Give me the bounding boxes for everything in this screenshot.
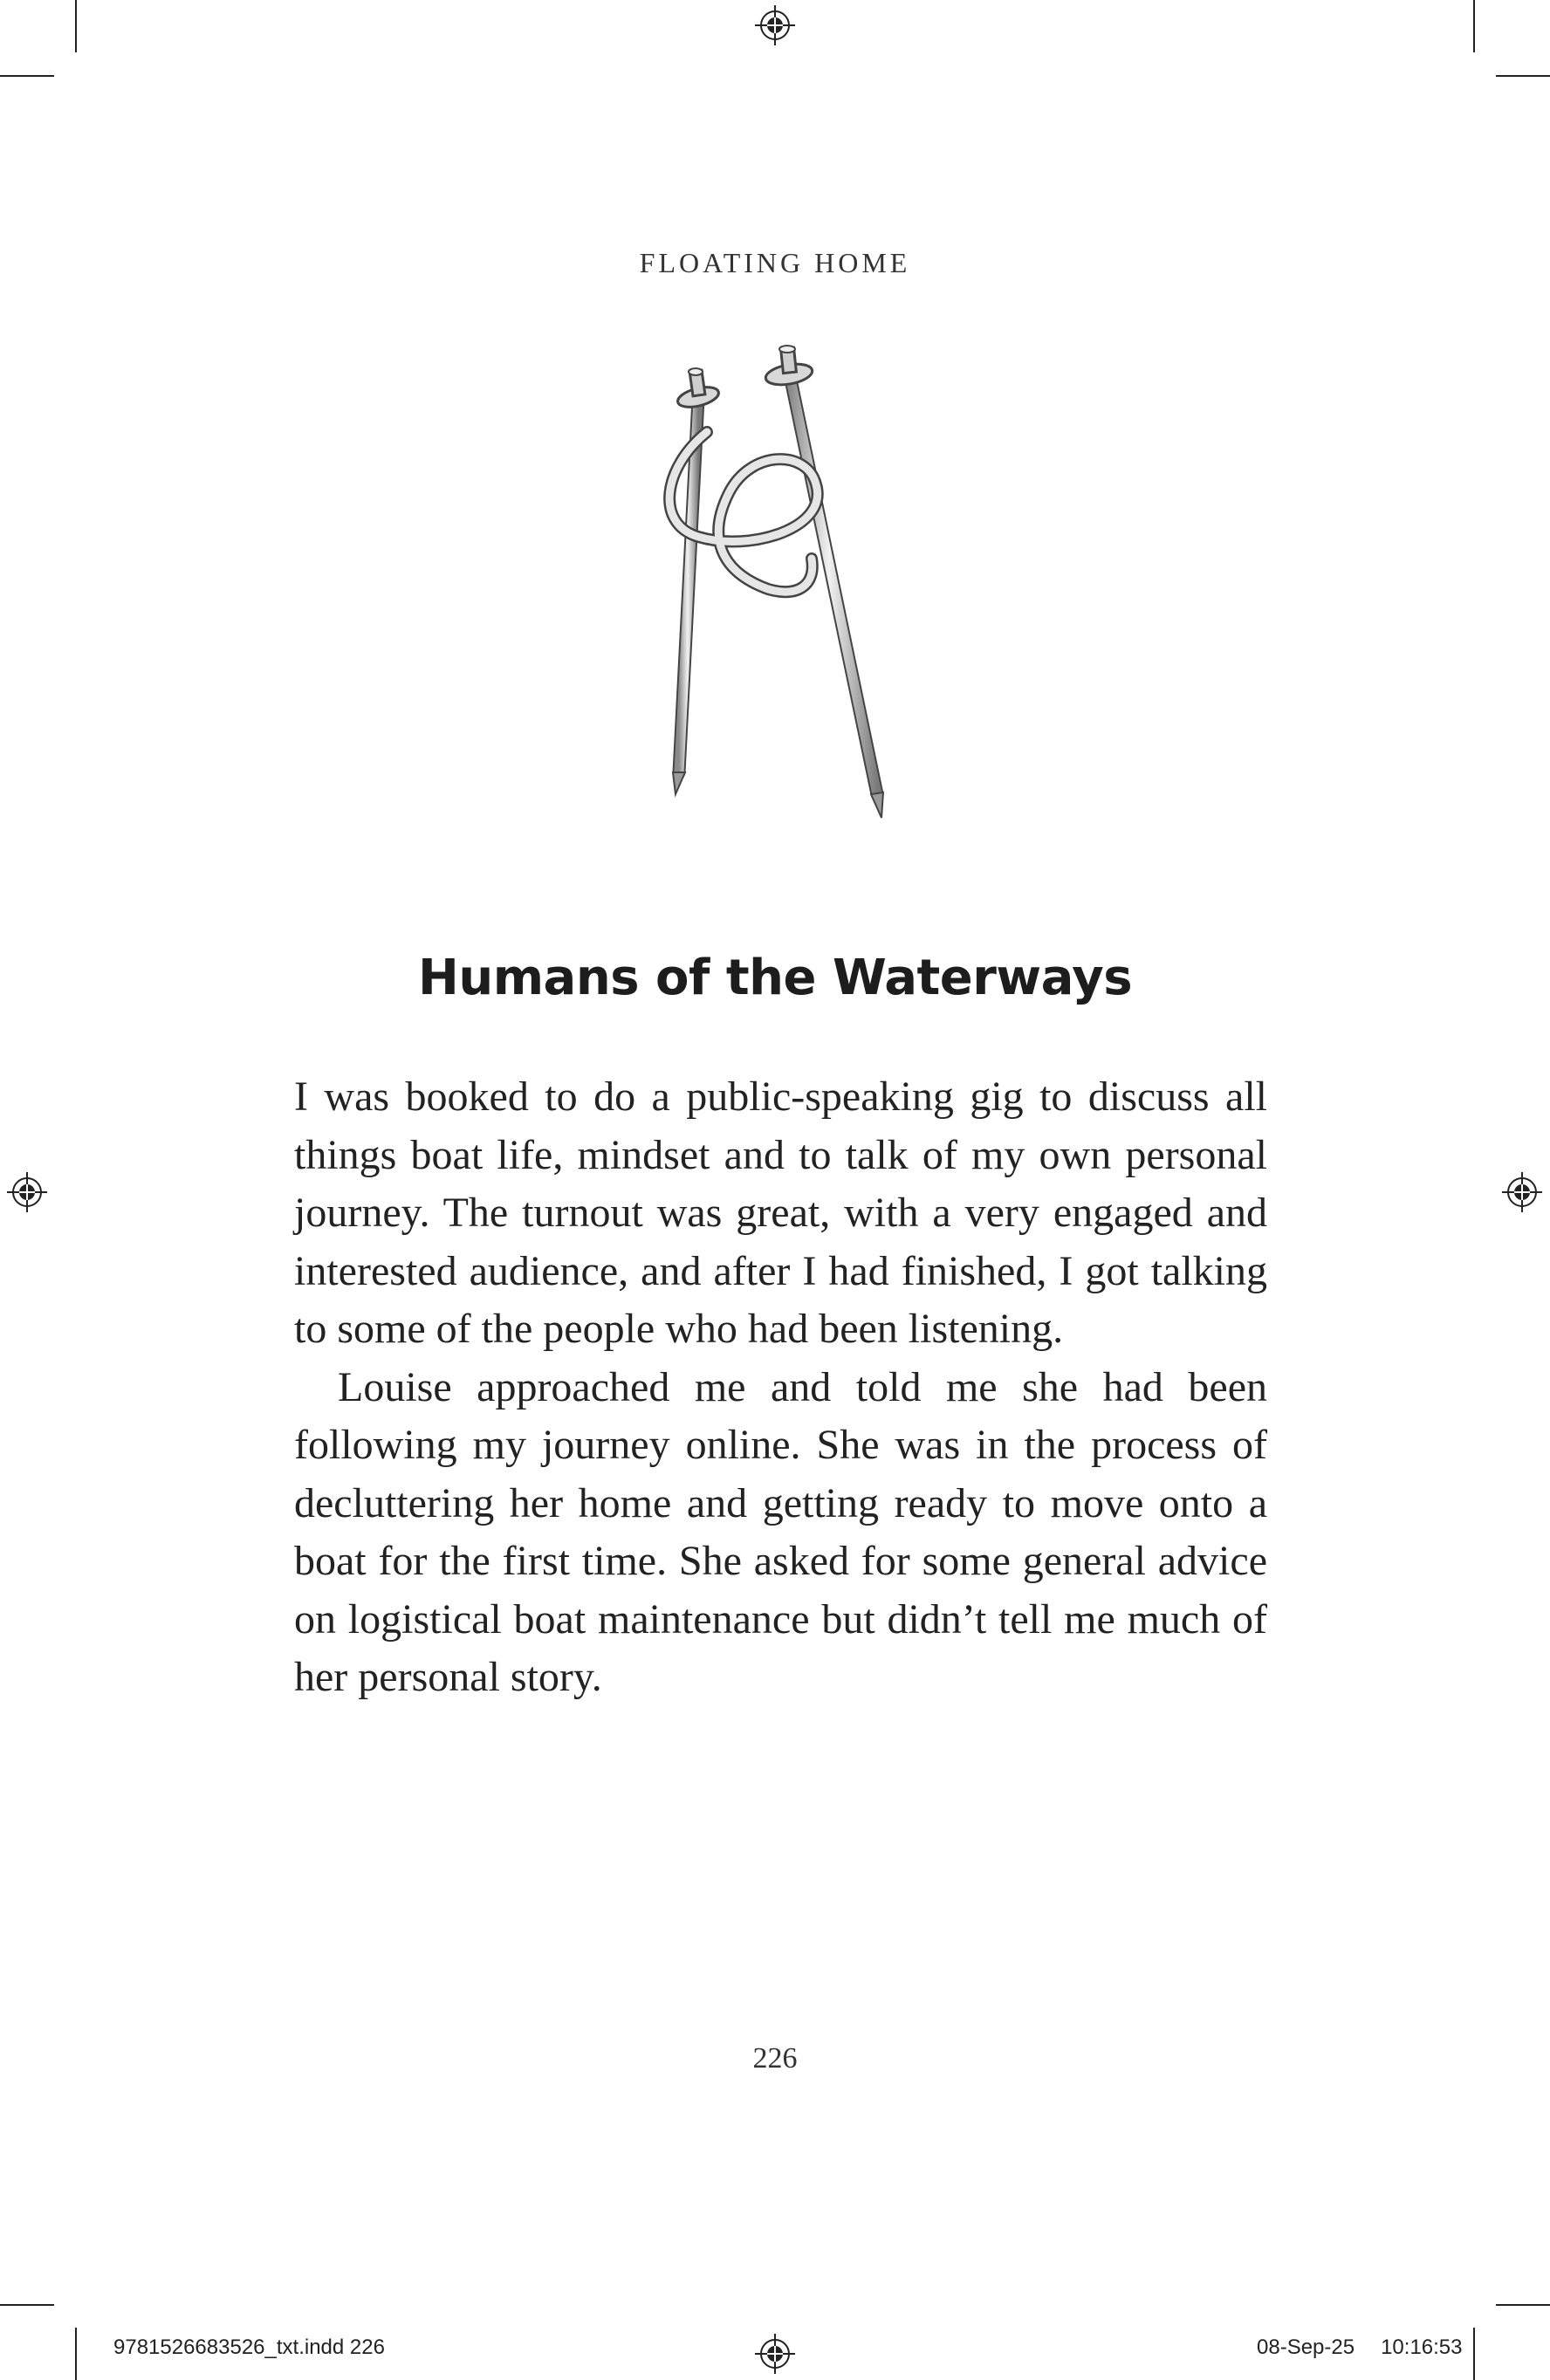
crop-mark bbox=[1496, 75, 1550, 77]
crop-mark bbox=[1473, 0, 1475, 52]
crossed-mooring-pins-illustration bbox=[646, 336, 908, 825]
paragraph: Louise approached me and told me she had been following my journey online. She was in the process of decluttering her home and getting ready to move onto a boat for the first time. She asked for some general advice on logistical boat maintenance but didn’t tell me much of her personal story. bbox=[294, 1363, 1267, 1700]
registration-mark-icon bbox=[755, 2334, 795, 2374]
crop-mark bbox=[75, 2328, 77, 2380]
crop-mark bbox=[0, 2304, 54, 2306]
chapter-title: Humans of the Waterways bbox=[417, 950, 1133, 1006]
paragraph: I was booked to do a public-speaking gig to discuss all things boat life, mindset and to talk of my own personal journey. The turnout was great, with a very engaged and interested audience, and after I had finished, I got talking to some of the people who had been listening. bbox=[294, 1073, 1267, 1352]
right-pin bbox=[765, 346, 883, 818]
registration-mark-icon bbox=[755, 5, 795, 45]
slug-file-info: 9781526683526_txt.indd 226 bbox=[113, 2335, 385, 2359]
crop-mark bbox=[0, 75, 54, 77]
slug-timestamp bbox=[1257, 2335, 1489, 2360]
registration-mark-icon bbox=[7, 1172, 47, 1212]
slug-date: 08-Sep-25 bbox=[1257, 2335, 1355, 2359]
slug-time: 10:16:53 bbox=[1381, 2335, 1463, 2359]
page-number: 226 bbox=[752, 2042, 798, 2075]
registration-mark-icon bbox=[1502, 1172, 1542, 1212]
left-pin bbox=[673, 368, 721, 794]
body-text bbox=[294, 1068, 1267, 1707]
crop-mark bbox=[1496, 2304, 1550, 2306]
running-head: FLOATING HOME bbox=[639, 247, 911, 278]
crop-mark bbox=[75, 0, 77, 52]
